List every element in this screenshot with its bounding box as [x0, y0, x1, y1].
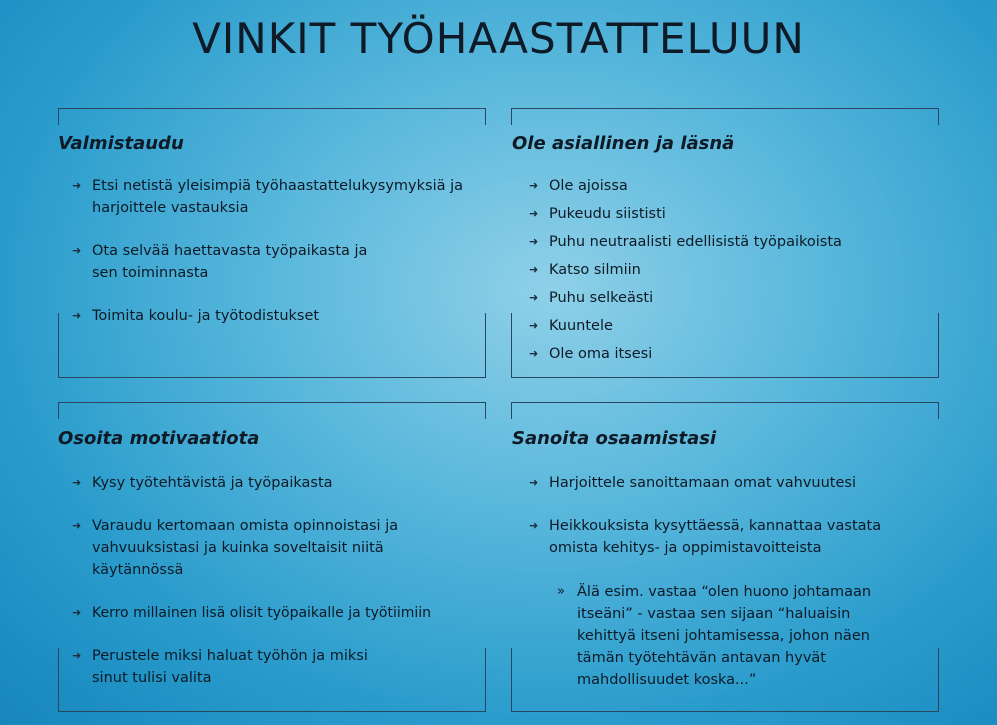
- frame-line: [58, 648, 59, 712]
- section-heading-motivation: Osoita motivaatiota: [58, 428, 260, 449]
- arrow-icon: ➜: [72, 309, 82, 322]
- section-heading-be-present: Ole asiallinen ja läsnä: [512, 133, 735, 154]
- frame-line: [58, 377, 486, 378]
- list-item: ➜ Puhu neutraalisti edellisistä työpaikoista: [517, 231, 937, 253]
- frame-line: [938, 648, 939, 712]
- list-item: ➜ Toimita koulu- ja työtodistukset: [60, 305, 480, 327]
- section-list-be-present: [517, 175, 937, 365]
- list-item: ➜ Katso silmiin: [517, 259, 937, 281]
- arrow-icon: ➜: [529, 207, 539, 220]
- frame-line: [511, 108, 939, 109]
- section-list-prepare: [60, 175, 480, 327]
- list-item: ➜ Kysy työtehtävistä ja työpaikasta: [60, 472, 482, 494]
- section-heading-skills: Sanoita osaamistasi: [512, 428, 717, 449]
- list-item: ➜ Pukeudu siististi: [517, 203, 937, 225]
- frame-line: [511, 377, 939, 378]
- frame-line: [938, 108, 939, 125]
- arrow-icon: ➜: [72, 649, 82, 662]
- arrow-icon: ➜: [529, 476, 539, 489]
- frame-line: [58, 402, 486, 403]
- sub-list-item: » Älä esim. vastaa “olen huono johtamaan itseäni” - vastaa sen sijaan “haluaisin kehittyä itseni johtamisessa, johon näen tämän työtehtävän antavan hyvät mahdollisuudet koska...”: [545, 581, 905, 691]
- frame-line: [58, 313, 59, 377]
- frame-line: [511, 711, 939, 712]
- arrow-icon: ➜: [72, 476, 82, 489]
- list-item: ➜ Etsi netistä yleisimpiä työhaastattelukysymyksiä ja harjoittele vastauksia: [60, 175, 480, 219]
- frame-line: [485, 402, 486, 419]
- page-title: VINKIT TYÖHAASTATTELUUN: [192, 14, 805, 63]
- arrow-icon: ➜: [529, 291, 539, 304]
- list-item: ➜ Varaudu kertomaan omista opinnoistasi ja vahvuuksistasi ja kuinka soveltaisit niitä käytännössä: [60, 515, 482, 581]
- list-item: ➜ Ole ajoissa: [517, 175, 937, 197]
- list-item: ➜ Perustele miksi haluat työhön ja miksi sinut tulisi valita: [60, 645, 482, 689]
- list-item: ➜ Harjoittele sanoittamaan omat vahvuutesi: [517, 472, 937, 494]
- section-list-skills: [517, 472, 937, 559]
- arrow-icon: ➜: [529, 519, 539, 532]
- frame-line: [938, 313, 939, 377]
- frame-line: [511, 313, 512, 377]
- frame-line: [58, 711, 486, 712]
- frame-line: [938, 402, 939, 419]
- arrow-icon: ➜: [529, 263, 539, 276]
- frame-line: [511, 648, 512, 712]
- frame-line: [511, 402, 512, 419]
- frame-line: [485, 648, 486, 712]
- list-item: ➜ Puhu selkeästi: [517, 287, 937, 309]
- double-chevron-icon: »: [557, 584, 565, 599]
- list-item: ➜ Kerro millainen lisä olisit työpaikalle ja työtiimiin: [60, 602, 482, 624]
- list-item: ➜ Kuuntele: [517, 315, 937, 337]
- frame-line: [511, 402, 939, 403]
- arrow-icon: ➜: [72, 519, 82, 532]
- frame-line: [58, 402, 59, 419]
- arrow-icon: ➜: [72, 606, 82, 619]
- frame-line: [58, 108, 59, 125]
- arrow-icon: ➜: [72, 244, 82, 257]
- arrow-icon: ➜: [529, 319, 539, 332]
- frame-line: [485, 108, 486, 125]
- section-list-motivation: [60, 472, 482, 689]
- frame-line: [58, 108, 486, 109]
- section-heading-prepare: Valmistaudu: [58, 133, 184, 154]
- list-item: ➜ Heikkouksista kysyttäessä, kannattaa vastata omista kehitys- ja oppimistavoitteista: [517, 515, 937, 559]
- list-item: ➜ Ole oma itsesi: [517, 343, 937, 365]
- frame-line: [485, 313, 486, 377]
- arrow-icon: ➜: [529, 235, 539, 248]
- frame-line: [511, 108, 512, 125]
- arrow-icon: ➜: [72, 179, 82, 192]
- arrow-icon: ➜: [529, 179, 539, 192]
- arrow-icon: ➜: [529, 347, 539, 360]
- list-item: ➜ Ota selvää haettavasta työpaikasta ja sen toiminnasta: [60, 240, 480, 284]
